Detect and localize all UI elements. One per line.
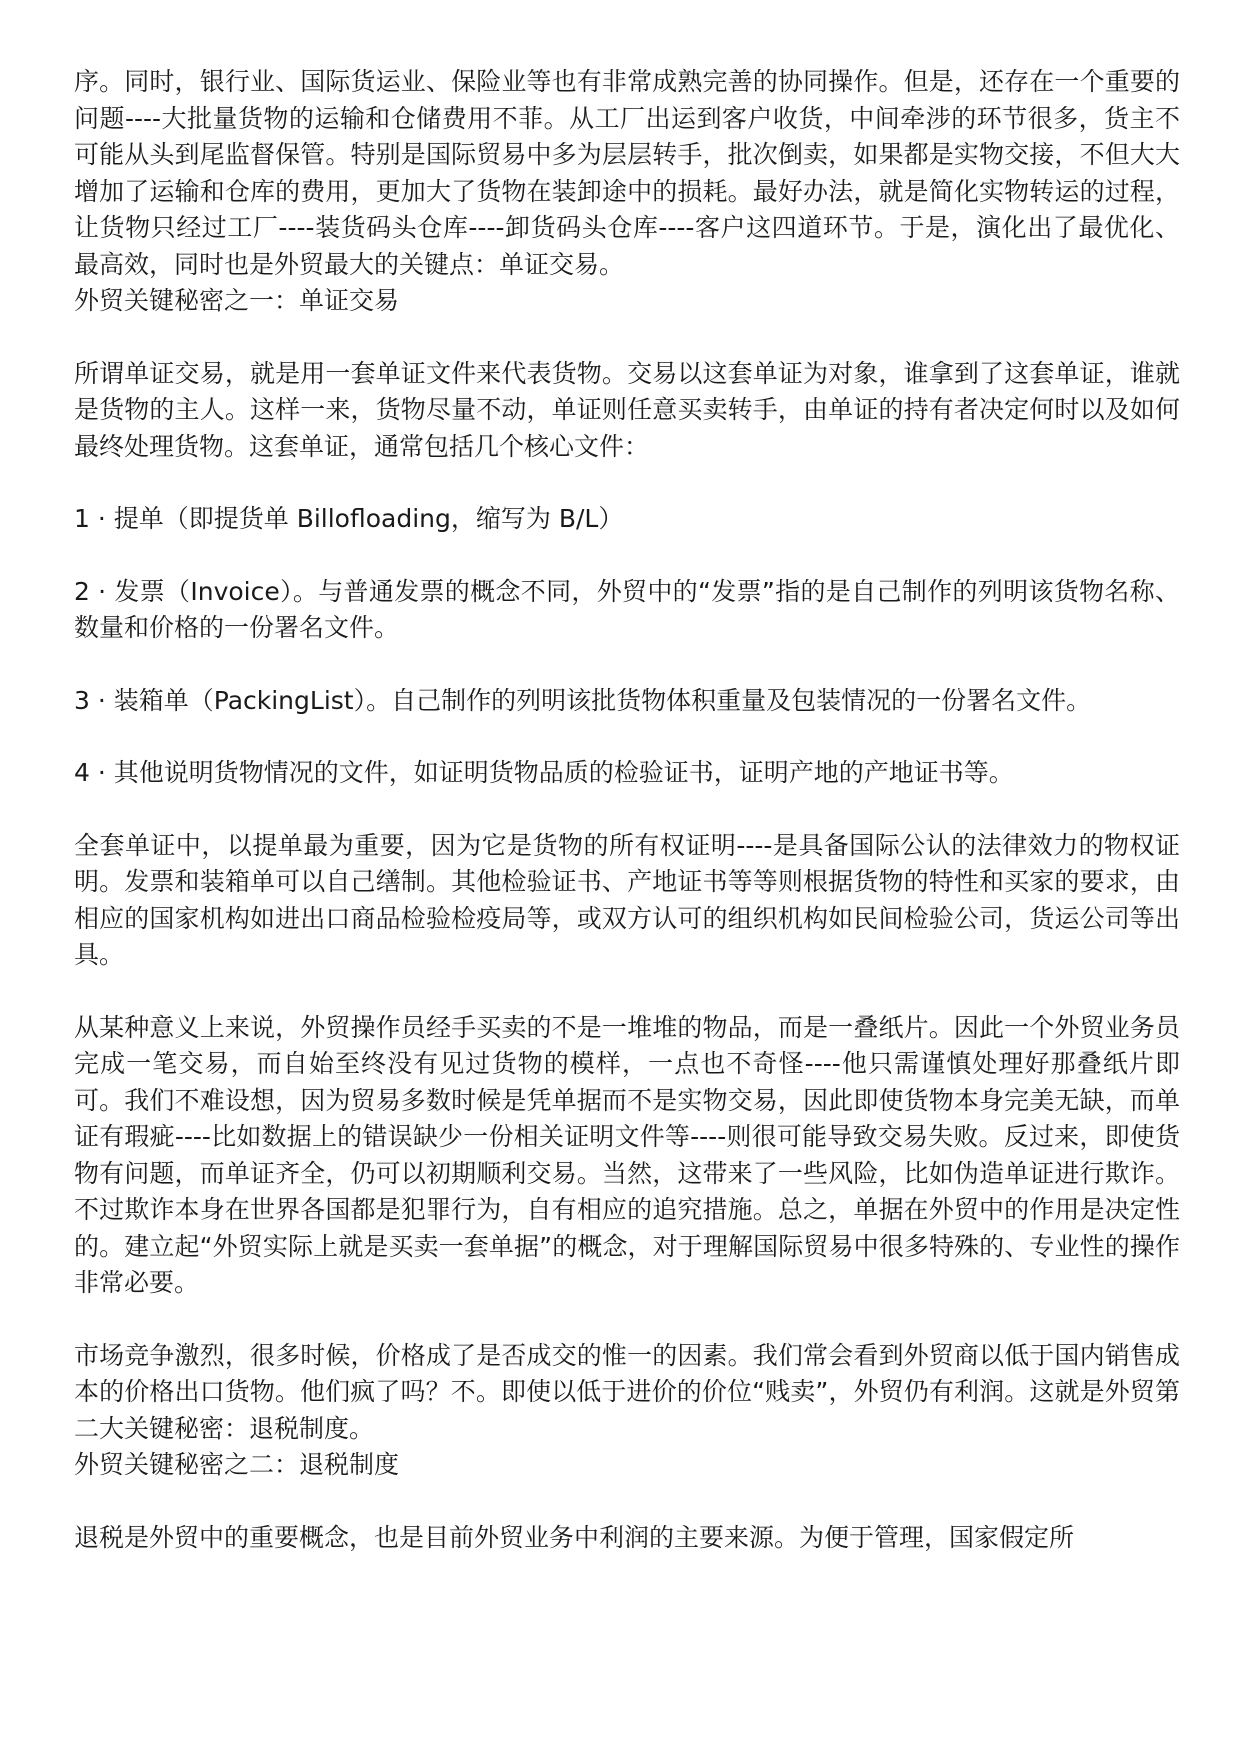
paragraph-tax-rebate-intro: 退税是外贸中的重要概念，也是目前外贸业务中利润的主要来源。为便于管理，国家假定所 <box>74 1522 1075 1552</box>
document-page <box>74 64 1180 1592</box>
list-item-other-documents: 4 · 其他说明货物情况的文件，如证明货物品质的检验证书，证明产地的产地证书等。 <box>74 758 1014 787</box>
list-item-bill-of-lading: 1 · 提单（即提货单 Billofloading，缩写为 B/L） <box>74 504 624 533</box>
section-heading-tax-rebate: 外贸关键秘密之二：退税制度 <box>74 1450 400 1479</box>
paragraph-price-competition: 市场竞争激烈，很多时候，价格成了是否成交的惟一的因素。我们常会看到外贸商以低于国内销售成本的价格出口货物。他们疯了吗？不。即使以低于进价的价位“贱卖”，外贸仍有利润。这就是外贸第二大关键秘密：退税制度。 <box>74 1340 1180 1443</box>
paragraph-bill-of-lading-importance: 全套单证中，以提单最为重要，因为它是货物的所有权证明----是具备国际公认的法律效力的物权证明。发票和装箱单可以自己缮制。其他检验证书、产地证书等等则根据货物的特性和买家的要求，由相应的国家机构如进出口商品检验检疫局等，或双方认可的组织机构如民间检验公司，货运公司等出具。 <box>74 830 1180 969</box>
list-item-invoice: 2 · 发票（Invoice）。与普通发票的概念不同，外贸中的“发票”指的是自己制作的列明该货物名称、数量和价格的一份署名文件。 <box>74 576 1180 642</box>
intro-paragraph: 序。同时，银行业、国际货运业、保险业等也有非常成熟完善的协同操作。但是，还存在一个重要的问题----大批量货物的运输和仓储费用不菲。从工厂出运到客户收货，中间牵涉的环节很多，货主不可能从头到尾监督保管。特别是国际贸易中多为层层转手，批次倒卖，如果都是实物交接，不但大大增加了运输和仓库的费用，更加大了货物在装卸途中的损耗。最好办法，就是简化实物转运的过程，让货物只经过工厂----装货码头仓库----卸货码头仓库----客户这四道环节。于是，演化出了最优化、最高效，同时也是外贸最大的关键点：单证交易。 <box>74 67 1180 279</box>
list-item-packing-list: 3 · 装箱单（PackingList）。自己制作的列明该批货物体积重量及包装情况的一份署名文件。 <box>74 685 1092 715</box>
paragraph-document-trade-definition: 所谓单证交易，就是用一套单证文件来代表货物。交易以这套单证为对象，谁拿到了这套单证，谁就是货物的主人。这样一来，货物尽量不动，单证则任意买卖转手，由单证的持有者决定何时以及如何最终处理货物。这套单证，通常包括几个核心文件： <box>74 358 1180 461</box>
section-heading-single-document-trade: 外贸关键秘密之一：单证交易 <box>74 286 400 315</box>
paragraph-trading-paper: 从某种意义上来说，外贸操作员经手买卖的不是一堆堆的物品，而是一叠纸片。因此一个外贸业务员完成一笔交易，而自始至终没有见过货物的模样，一点也不奇怪----他只需谨慎处理好那叠纸片即可。我们不难设想，因为贸易多数时候是凭单据而不是实物交易，因此即使货物本身完美无缺，而单证有瑕疵----比如数据上的错误缺少一份相关证明文件等----则很可能导致交易失败。反过来，即使货物有问题，而单证齐全，仍可以初期顺利交易。当然，这带来了一些风险，比如伪造单证进行欺诈。不过欺诈本身在世界各国都是犯罪行为，自有相应的追究措施。总之，单据在外贸中的作用是决定性的。建立起“外贸实际上就是买卖一套单据”的概念，对于理解国际贸易中很多特殊的、专业性的操作非常必要。 <box>74 1012 1180 1297</box>
